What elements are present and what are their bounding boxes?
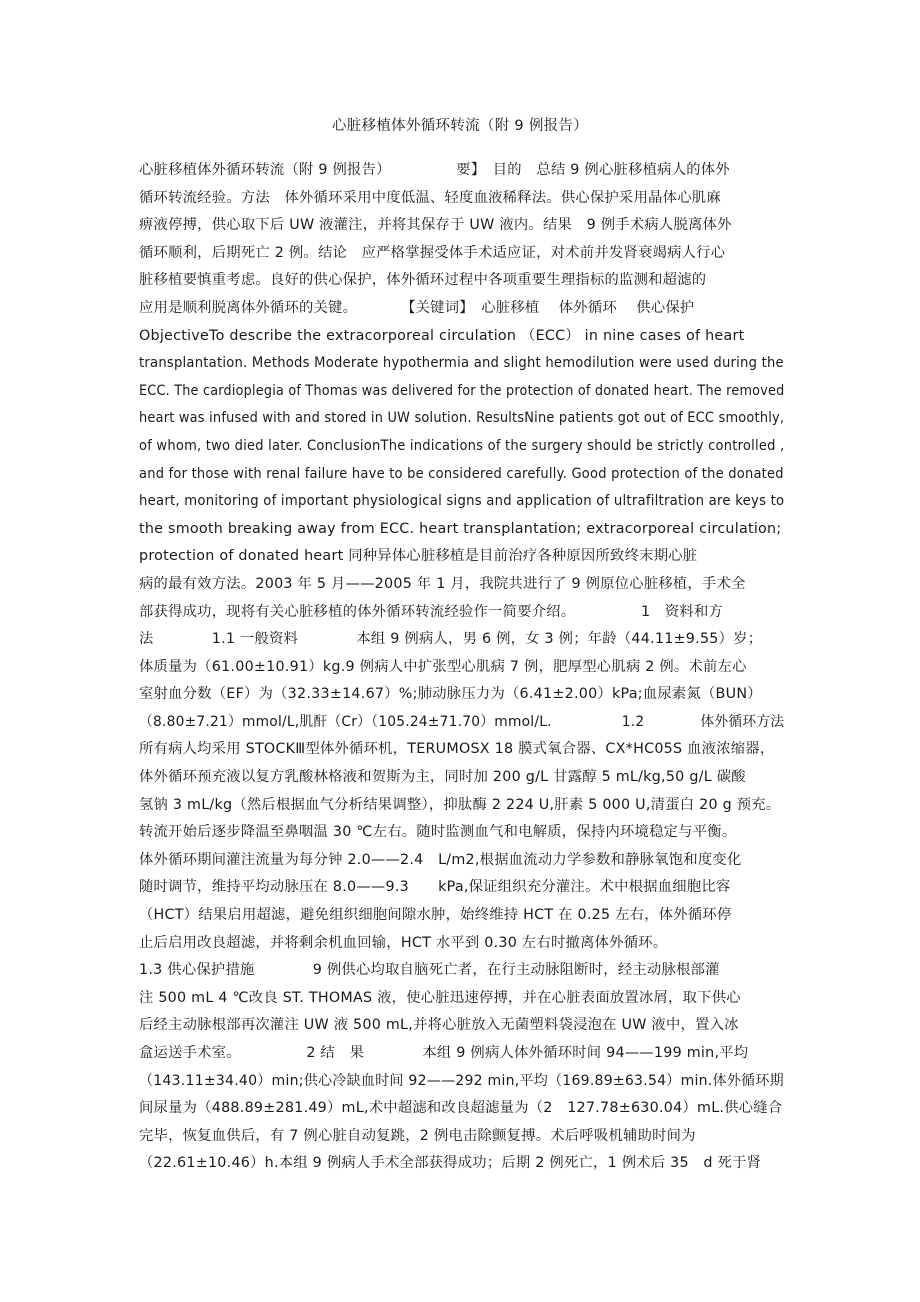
body-text-line: 体外循环预充液以复方乳酸林格液和贺斯为主，同时加 200 g/L 甘露醇 5 mL/kg,50 g/L 碳酸 [139, 769, 746, 786]
body-text-line: 后经主动脉根部再次灌注 UW 液 500 mL,并将心脏放入无菌塑料袋浸泡在 UW 液中，置入冰 [139, 1017, 739, 1034]
body-text-line: 循环转流经验。方法 体外循环采用中度低温、轻度血液稀释法。供心保护采用晶体心肌麻 [139, 189, 721, 206]
body-text-line: heart, monitoring of important physiological signs and application of ultrafiltration are keys to [139, 493, 785, 510]
document-body [139, 157, 784, 1178]
body-text-line: 体质量为（61.00±10.91）kg.9 例病人中扩张型心肌病 7 例，肥厚型心肌病 2 例。术前左心 [139, 658, 747, 675]
body-text-line: ObjectiveTo describe the extracorporeal circulation （ECC） in nine cases of heart [139, 327, 745, 344]
body-text-line: 法 1.1 一般资料 本组 9 例病人，男 6 例，女 3 例；年龄（44.11±9.55）岁； [139, 631, 763, 648]
body-text-line: 心脏移植体外循环转流（附 9 例报告） 要】 目的 总结 9 例心脏移植病人的体外 [139, 162, 730, 178]
body-text-line: 体外循环期间灌注流量为每分钟 2.0——2.4 L/m2,根据血流动力学参数和静脉氧饱和度变化 [139, 851, 742, 868]
body-text-line: the smooth breaking away from ECC. heart transplantation; extracorporeal circulation; [139, 520, 782, 537]
body-text-line: protection of donated heart 同种异体心脏移植是目前治疗各种原因所致终末期心脏 [139, 548, 698, 565]
body-text-line: （143.11±34.40）min;供心冷缺血时间 92——292 min,平均（169.89±63.54）min.体外循环期 [139, 1072, 784, 1089]
body-text-line: 氢钠 3 mL/kg（然后根据血气分析结果调整），抑肽酶 2 224 U,肝素 5 000 U,清蛋白 20 g 预充。 [139, 796, 781, 813]
body-text-line: 脏移植要慎重考虑。良好的供心保护，体外循环过程中各项重要生理指标的监测和超滤的 [139, 272, 707, 289]
body-text-line: 应用是顺利脱离体外循环的关键。 【关键词】 心脏移植 体外循环 供心保护 [139, 299, 695, 316]
body-text-line: 室射血分数（EF）为（32.33±14.67）%;肺动脉压力为（6.41±2.00）kPa;血尿素氮（BUN） [139, 686, 762, 703]
body-text-line: heart was infused with and stored in UW solution. ResultsNine patients got out of ECC smoothly, [139, 410, 785, 427]
body-text-line: 病的最有效方法。2003 年 5 月——2005 年 1 月，我院共进行了 9 例原位心脏移植，手术全 [139, 575, 746, 592]
body-text-line: of whom, two died later. ConclusionThe indications of the surgery should be strictly controlled , [139, 437, 785, 454]
body-text-line: （HCT）结果启用超滤，避免组织细胞间隙水肿，始终维持 HCT 在 0.25 左右，体外循环停 [139, 907, 732, 924]
body-text-line: （8.80±7.21）mmol/L,肌酐（Cr）（105.24±71.70）mmol/L. 1.2 体外循环方法 [139, 713, 785, 730]
body-text-line: 转流开始后逐步降温至鼻咽温 30 ℃左右。随时监测血气和电解质，保持内环境稳定与平衡。 [139, 824, 737, 841]
body-text-line: 盒运送手术室。 2 结 果 本组 9 例病人体外循环时间 94——199 min,平均 [139, 1045, 749, 1061]
body-text-line: ECC. The cardioplegia of Thomas was delivered for the protection of donated heart. The removed [139, 382, 785, 399]
body-text-line: 随时调节，维持平均动脉压在 8.0——9.3 kPa,保证组织充分灌注。术中根据血细胞比容 [139, 879, 731, 896]
body-text-line: transplantation. Methods Moderate hypothermia and slight hemodilution were used during the [139, 355, 784, 372]
body-text-line: 注 500 mL 4 ℃改良 ST. THOMAS 液，使心脏迅速停搏，并在心脏表面放置冰屑，取下供心 [139, 989, 741, 1006]
body-text-line: 部获得成功，现将有关心脏移植的体外循环转流经验作一简要介绍。 1 资料和方 [139, 603, 724, 620]
body-text-line: 完毕，恢复血供后，有 7 例心脏自动复跳，2 例电击除颤复搏。术后呼吸机辅助时间为 [139, 1127, 696, 1144]
body-text-line: 循环顺利，后期死亡 2 例。结论 应严格掌握受体手术适应证，对术前并发肾衰竭病人行心 [139, 244, 726, 261]
body-text-line: 间尿量为（488.89±281.49）mL,术中超滤和改良超滤量为（2 127.78±630.04）mL.供心缝合 [139, 1100, 783, 1117]
body-text-line: 止后启用改良超滤，并将剩余机血回输，HCT 水平到 0.30 左右时撤离体外循环。 [139, 934, 668, 951]
body-text-line: 1.3 供心保护措施 9 例供心均取自脑死亡者，在行主动脉阻断时，经主动脉根部灌 [139, 962, 720, 979]
body-text-line: （22.61±10.46）h.本组 9 例病人手术全部获得成功；后期 2 例死亡，1 例术后 35 d 死于肾 [139, 1155, 762, 1172]
body-text-line: and for those with renal failure have to be considered carefully. Good protection of the donated [139, 465, 784, 482]
document-title: 心脏移植体外循环转流（附 9 例报告） [331, 118, 589, 134]
body-text-line: 所有病人均采用 STOCKⅢ型体外循环机，TERUMOSX 18 膜式氧合器、CX*HC05S 血液浓缩器， [139, 741, 775, 758]
body-text-line: 痹液停搏，供心取下后 UW 液灌注，并将其保存于 UW 液内。结果 9 例手术病人脱离体外 [139, 217, 732, 234]
